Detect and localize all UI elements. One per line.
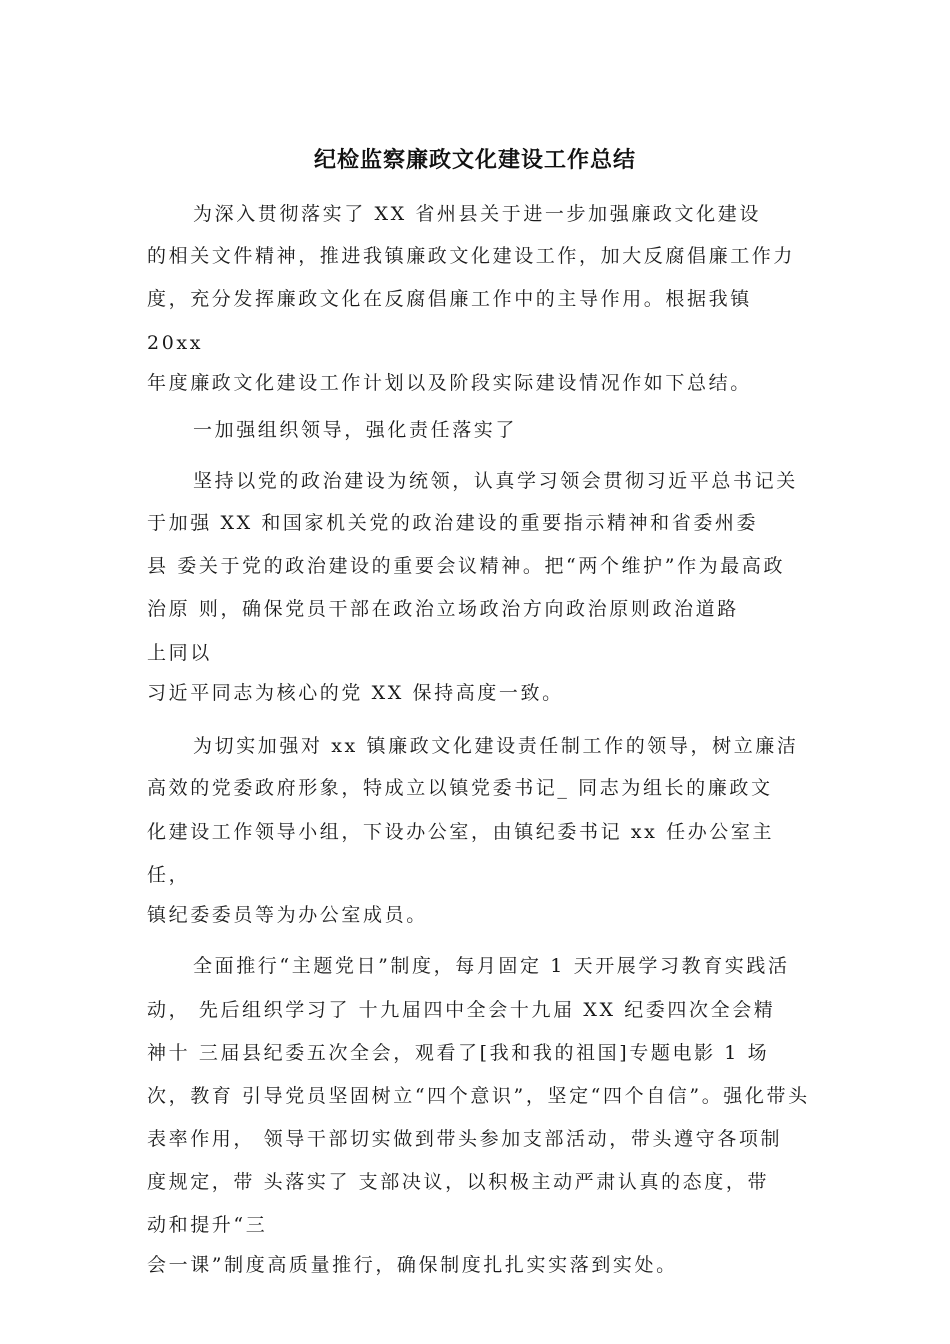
- paragraph-line: 高效的党委政府形象，特成立以镇党委书记_ 同志为组长的廉政文: [147, 777, 773, 799]
- paragraph-line: 年度廉政文化建设工作计划以及阶段实际建设情况作如下总结。: [147, 372, 752, 394]
- paragraph-line: 动和提升“三: [147, 1214, 268, 1236]
- paragraph-line: 次，教育 引导党员坚固树立“四个意识”，坚定“四个自信”。强化带头: [147, 1085, 810, 1107]
- paragraph-line: 度规定，带 头落实了 支部决议，以积极主动严肃认真的态度，带: [147, 1171, 770, 1193]
- paragraph-line: 任，: [147, 864, 191, 886]
- paragraph-line: 治原 则，确保党员干部在政治立场政治方向政治原则政治道路: [147, 598, 739, 620]
- paragraph-line: 为深入贯彻落实了 XX 省州县关于进一步加强廉政文化建设: [193, 203, 761, 225]
- paragraph-line: 全面推行“主题党日”制度，每月固定 1 天开展学习教育实践活: [193, 955, 790, 977]
- paragraph-line: 的相关文件精神，推进我镇廉政文化建设工作，加大反腐倡廉工作力: [147, 245, 796, 267]
- paragraph-line: 神十 三届县纪委五次全会，观看了[我和我的祖国]专题电影 1 场: [147, 1042, 770, 1064]
- paragraph-line: 上同以: [147, 642, 212, 664]
- paragraph-line: 习近平同志为核心的党 XX 保持高度一致。: [147, 682, 564, 704]
- document-title: 纪检监察廉政文化建设工作总结: [313, 148, 636, 173]
- paragraph-line: 坚持以党的政治建设为统领，认真学习领会贯彻习近平总书记关: [193, 470, 798, 492]
- paragraph-line: 会一课”制度高质量推行，确保制度扎扎实实落到实处。: [147, 1254, 678, 1276]
- paragraph-line: 化建设工作领导小组，下设办公室，由镇纪委书记 xx 任办公室主: [147, 821, 775, 843]
- section-heading: 一加强组织领导，强化责任落实了: [193, 419, 518, 441]
- paragraph-line: 于加强 XX 和国家机关党的政治建设的重要指示精神和省委州委: [147, 512, 759, 534]
- paragraph-line: 动， 先后组织学习了 十九届四中全会十九届 XX 纪委四次全会精: [147, 999, 776, 1021]
- paragraph-line: 度，充分发挥廉政文化在反腐倡廉工作中的主导作用。根据我镇: [147, 288, 752, 310]
- paragraph-line: 表率作用， 领导干部切实做到带头参加支部活动，带头遵守各项制: [147, 1128, 783, 1150]
- paragraph-line: 为切实加强对 xx 镇廉政文化建设责任制工作的领导，树立廉洁: [193, 735, 799, 757]
- paragraph-line: 县 委关于党的政治建设的重要会议精神。把“两个维护”作为最高政: [147, 555, 786, 577]
- paragraph-line: 20xx: [147, 332, 204, 354]
- paragraph-line: 镇纪委委员等为办公室成员。: [147, 904, 428, 926]
